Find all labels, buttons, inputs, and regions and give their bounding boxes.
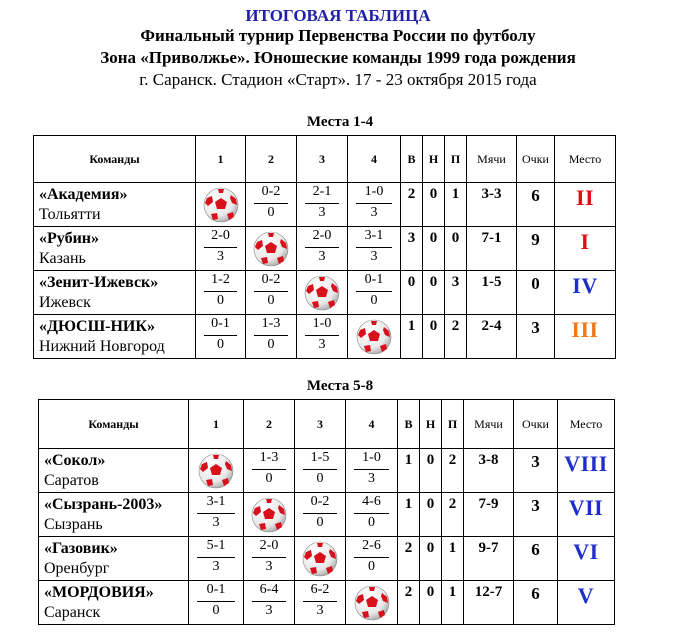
- match-score-cell: [246, 271, 297, 315]
- place-value: IV: [555, 271, 616, 315]
- wins-value: 2: [398, 581, 420, 625]
- match-score-cell: [295, 493, 346, 537]
- match-points: 3: [212, 559, 220, 574]
- match-score-cell: [346, 449, 398, 493]
- match-score-cell: [297, 183, 348, 227]
- match-points: 3: [318, 249, 326, 264]
- wins-value: 2: [398, 537, 420, 581]
- draws-value: 0: [423, 183, 445, 227]
- score-divider: [252, 557, 286, 558]
- team-name: «Академия»: [39, 185, 128, 203]
- self-match-cell: [246, 227, 297, 271]
- score-divider: [254, 203, 288, 204]
- match-points: 3: [265, 603, 273, 618]
- match-points: 0: [316, 471, 324, 486]
- header-goals: Мячи: [467, 136, 517, 183]
- goals-value: 7-9: [464, 493, 514, 537]
- match-points: 0: [217, 293, 224, 308]
- team-name: «Рубин»: [39, 229, 99, 247]
- match-score: 2-0: [259, 538, 279, 553]
- points-value: 3: [514, 493, 558, 537]
- team-cell: [34, 227, 196, 271]
- match-points: 0: [368, 559, 375, 574]
- match-points: 3: [370, 205, 378, 220]
- header-wins: В: [398, 400, 420, 449]
- points-value: 0: [517, 271, 555, 315]
- score-divider: [197, 513, 235, 514]
- goals-value: 12-7: [464, 581, 514, 625]
- team-cell: [39, 537, 189, 581]
- match-score: 2-0: [312, 228, 332, 243]
- wins-value: 3: [401, 227, 423, 271]
- goals-value: 2-4: [467, 315, 517, 359]
- goals-value: 3-3: [467, 183, 517, 227]
- self-match-cell: [297, 271, 348, 315]
- match-score: 0-1: [211, 316, 230, 331]
- match-points: 0: [217, 337, 224, 352]
- score-divider: [254, 335, 288, 336]
- header-col-2: 2: [246, 136, 297, 183]
- match-score-cell: [346, 493, 398, 537]
- header-place: Место: [558, 400, 615, 449]
- score-divider: [305, 203, 339, 204]
- score-divider: [356, 291, 392, 292]
- draws-value: 0: [423, 227, 445, 271]
- match-score: 2-1: [312, 184, 332, 199]
- header-col-2: 2: [244, 400, 295, 449]
- soccer-ball-icon: [203, 187, 239, 223]
- match-score-cell: [295, 449, 346, 493]
- score-divider: [356, 247, 392, 248]
- score-divider: [305, 335, 339, 336]
- place-value: VII: [558, 493, 615, 537]
- match-score: 1-0: [362, 450, 381, 465]
- match-score: 6-4: [259, 582, 279, 597]
- header-points: Очки: [517, 136, 555, 183]
- losses-value: 2: [442, 493, 464, 537]
- soccer-ball-icon: [302, 541, 338, 577]
- header-wins: В: [401, 136, 423, 183]
- points-value: 9: [517, 227, 555, 271]
- match-score: 0-2: [310, 494, 330, 509]
- match-points: 0: [370, 293, 378, 308]
- draws-value: 0: [420, 581, 442, 625]
- losses-value: 2: [442, 449, 464, 493]
- team-cell: [39, 493, 189, 537]
- header-points: Очки: [514, 400, 558, 449]
- match-score-cell: [244, 581, 295, 625]
- match-points: 0: [316, 515, 324, 530]
- table-row: [34, 183, 616, 227]
- header-col-1: 1: [189, 400, 244, 449]
- header-col-3: 3: [297, 136, 348, 183]
- match-score: 6-2: [310, 582, 330, 597]
- header-teams: Команды: [34, 136, 196, 183]
- self-match-cell: [244, 493, 295, 537]
- match-score-cell: [244, 537, 295, 581]
- self-match-cell: [196, 183, 246, 227]
- match-score: 0-2: [261, 272, 281, 287]
- table1-grid: [33, 135, 616, 359]
- zone-subtitle: Зона «Приволжье». Юношеские команды 1999 года рождения: [100, 48, 576, 67]
- match-score: 1-3: [259, 450, 279, 465]
- score-divider: [252, 469, 286, 470]
- document-title: ИТОГОВАЯ ТАБЛИЦА: [245, 6, 431, 25]
- match-points: 3: [318, 337, 326, 352]
- team-city: Саратов: [44, 471, 99, 489]
- place-value: VI: [558, 537, 615, 581]
- points-value: 3: [517, 315, 555, 359]
- match-score: 0-1: [206, 582, 226, 597]
- score-divider: [204, 335, 237, 336]
- score-divider: [197, 557, 235, 558]
- team-city: Ижевск: [39, 293, 91, 311]
- table-row: [39, 449, 615, 493]
- match-score-cell: [244, 449, 295, 493]
- match-score-cell: [196, 271, 246, 315]
- losses-value: 1: [442, 581, 464, 625]
- draws-value: 0: [423, 315, 445, 359]
- score-divider: [204, 291, 237, 292]
- score-divider: [356, 203, 392, 204]
- score-divider: [197, 601, 235, 602]
- header-losses: П: [445, 136, 467, 183]
- self-match-cell: [295, 537, 346, 581]
- score-divider: [354, 513, 389, 514]
- soccer-ball-icon: [354, 585, 390, 621]
- header-losses: П: [442, 400, 464, 449]
- team-city: Сызрань: [44, 515, 103, 533]
- goals-value: 1-5: [467, 271, 517, 315]
- team-city: Оренбург: [44, 559, 110, 577]
- header-goals: Мячи: [464, 400, 514, 449]
- match-score: 1-3: [261, 316, 281, 331]
- match-score: 1-0: [364, 184, 384, 199]
- goals-value: 7-1: [467, 227, 517, 271]
- table2-grid: [38, 399, 615, 625]
- table2-caption: Места 5-8: [306, 378, 374, 394]
- match-score-cell: [196, 227, 246, 271]
- soccer-ball-icon: [356, 319, 392, 355]
- match-score: 2-6: [362, 538, 381, 553]
- team-city: Тольятти: [39, 205, 101, 223]
- losses-value: 1: [445, 183, 467, 227]
- match-score-cell: [295, 581, 346, 625]
- match-points: 3: [217, 249, 224, 264]
- soccer-ball-icon: [304, 275, 340, 311]
- match-score-cell: [346, 537, 398, 581]
- match-points: 0: [267, 293, 275, 308]
- venue-dates: г. Саранск. Стадион «Старт». 17 - 23 октября 2015 года: [139, 70, 537, 89]
- header-place: Место: [555, 136, 616, 183]
- points-value: 6: [517, 183, 555, 227]
- match-score: 2-0: [211, 228, 230, 243]
- place-value: V: [558, 581, 615, 625]
- losses-value: 3: [445, 271, 467, 315]
- match-score-cell: [297, 315, 348, 359]
- self-match-cell: [189, 449, 244, 493]
- match-score-cell: [348, 271, 401, 315]
- team-city: Саранск: [44, 603, 101, 621]
- match-score: 0-2: [261, 184, 281, 199]
- score-divider: [354, 469, 389, 470]
- table-row: [39, 493, 615, 537]
- draws-value: 0: [420, 493, 442, 537]
- table-row: [34, 227, 616, 271]
- match-score: 1-2: [211, 272, 230, 287]
- soccer-ball-icon: [198, 453, 234, 489]
- team-name: «Газовик»: [44, 539, 118, 557]
- score-divider: [204, 247, 237, 248]
- team-city: Казань: [39, 249, 86, 267]
- match-score-cell: [189, 581, 244, 625]
- tournament-subtitle: Финальный турнир Первенства России по футболу: [140, 26, 536, 45]
- match-score-cell: [348, 183, 401, 227]
- place-value: I: [555, 227, 616, 271]
- table-row: [34, 271, 616, 315]
- match-points: 3: [370, 249, 378, 264]
- match-points: 0: [267, 337, 275, 352]
- match-score-cell: [189, 493, 244, 537]
- match-points: 3: [318, 205, 326, 220]
- goals-value: 9-7: [464, 537, 514, 581]
- header-col-4: 4: [348, 136, 401, 183]
- place-value: VIII: [558, 449, 615, 493]
- match-points: 0: [368, 515, 375, 530]
- match-points: 0: [265, 471, 273, 486]
- team-cell: [34, 315, 196, 359]
- match-points: 3: [212, 515, 220, 530]
- team-cell: [39, 449, 189, 493]
- match-score: 5-1: [206, 538, 226, 553]
- wins-value: 1: [401, 315, 423, 359]
- team-name: «Зенит-Ижевск»: [39, 273, 159, 291]
- table-row: [39, 581, 615, 625]
- score-divider: [254, 291, 288, 292]
- header-teams: Команды: [39, 400, 189, 449]
- team-cell: [39, 581, 189, 625]
- match-points: 0: [267, 205, 275, 220]
- match-score-cell: [196, 315, 246, 359]
- match-score: 3-1: [206, 494, 226, 509]
- header-col-3: 3: [295, 400, 346, 449]
- goals-value: 3-8: [464, 449, 514, 493]
- place-value: II: [555, 183, 616, 227]
- self-match-cell: [346, 581, 398, 625]
- score-divider: [252, 601, 286, 602]
- losses-value: 2: [445, 315, 467, 359]
- place-value: III: [555, 315, 616, 359]
- wins-value: 1: [398, 493, 420, 537]
- losses-value: 1: [442, 537, 464, 581]
- match-score-cell: [246, 183, 297, 227]
- points-value: 6: [514, 537, 558, 581]
- points-value: 3: [514, 449, 558, 493]
- score-divider: [303, 469, 337, 470]
- team-name: «МОРДОВИЯ»: [44, 583, 154, 601]
- table1-caption: Места 1-4: [306, 114, 374, 130]
- team-city: Нижний Новгород: [39, 337, 165, 355]
- score-divider: [303, 513, 337, 514]
- match-score: 0-1: [364, 272, 384, 287]
- self-match-cell: [348, 315, 401, 359]
- header-col-1: 1: [196, 136, 246, 183]
- table-row: [34, 315, 616, 359]
- match-score: 1-0: [312, 316, 332, 331]
- points-value: 6: [514, 581, 558, 625]
- match-score: 3-1: [364, 228, 384, 243]
- header-draws: Н: [420, 400, 442, 449]
- wins-value: 0: [401, 271, 423, 315]
- match-score-cell: [348, 227, 401, 271]
- match-points: 0: [212, 603, 220, 618]
- match-score: 1-5: [310, 450, 330, 465]
- team-name: «ДЮСШ-НИК»: [39, 317, 155, 335]
- draws-value: 0: [420, 537, 442, 581]
- team-name: «Сызрань-2003»: [44, 495, 163, 513]
- table-row: [39, 537, 615, 581]
- wins-value: 2: [401, 183, 423, 227]
- match-score-cell: [246, 315, 297, 359]
- team-name: «Сокол»: [44, 451, 106, 469]
- match-points: 3: [368, 471, 375, 486]
- score-divider: [305, 247, 339, 248]
- draws-value: 0: [420, 449, 442, 493]
- losses-value: 0: [445, 227, 467, 271]
- score-divider: [303, 601, 337, 602]
- match-score-cell: [297, 227, 348, 271]
- header-col-4: 4: [346, 400, 398, 449]
- soccer-ball-icon: [251, 497, 287, 533]
- draws-value: 0: [423, 271, 445, 315]
- score-divider: [354, 557, 389, 558]
- match-score: 4-6: [362, 494, 381, 509]
- header-draws: Н: [423, 136, 445, 183]
- team-cell: [34, 183, 196, 227]
- team-cell: [34, 271, 196, 315]
- soccer-ball-icon: [253, 231, 289, 267]
- wins-value: 1: [398, 449, 420, 493]
- match-score-cell: [189, 537, 244, 581]
- match-points: 3: [265, 559, 273, 574]
- match-points: 3: [316, 603, 324, 618]
